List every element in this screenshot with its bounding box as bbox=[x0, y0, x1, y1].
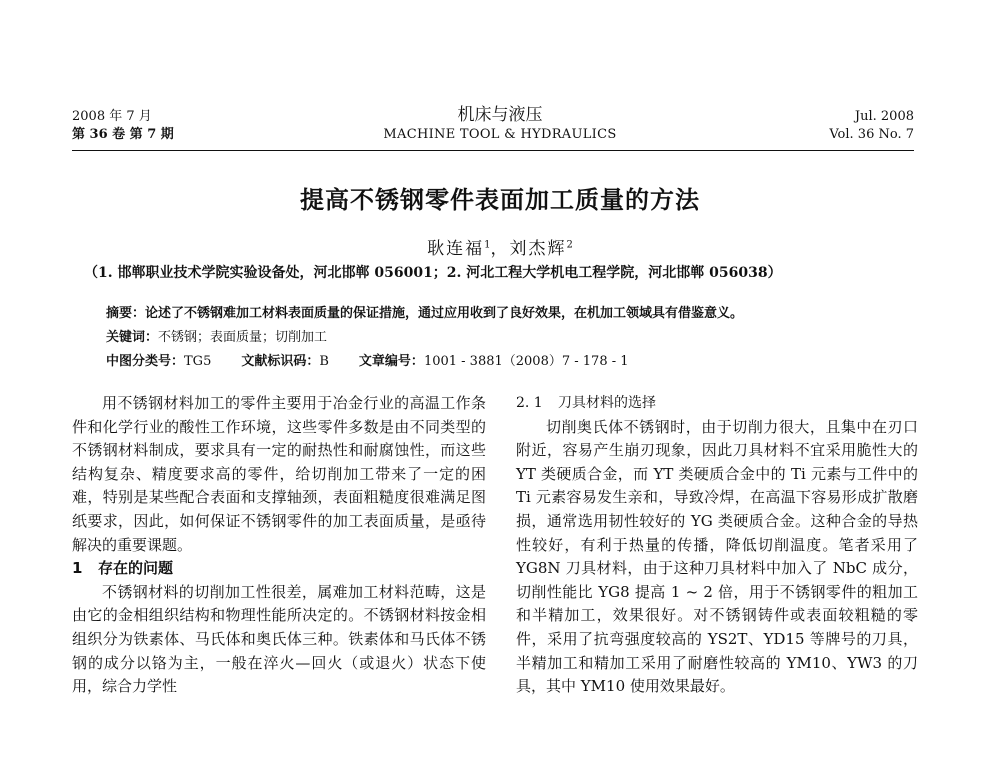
header-rule bbox=[72, 150, 914, 151]
subsection-2-1-title: 刀具材料的选择 bbox=[558, 395, 656, 411]
journal-date-volume-en bbox=[829, 108, 914, 144]
journal-name-cn: 机床与液压 bbox=[457, 105, 543, 125]
volume-issue: 第 36 卷 第 7 期 bbox=[72, 127, 174, 142]
author-1: 耿连福 bbox=[427, 239, 485, 259]
body-column-right bbox=[516, 392, 918, 699]
authors bbox=[0, 234, 1000, 259]
clc-label: 中图分类号： bbox=[106, 354, 185, 369]
subsection-2-1-number: 2. 1 bbox=[516, 395, 543, 411]
keywords-label: 关键词： bbox=[106, 330, 159, 345]
subsection-2-1-paragraph: 切削奥氏体不锈钢时，由于切削力很大，且集中在刃口附近，容易产生崩刃现象，因此刀具材料不宜采用脆性大的 YT 类硬质合金，而 YT 类硬质合金中的 Ti 元素与工件中的 Ti 元素容易发生亲和，导致冷焊，在高温下容易形成扩散磨损，通常选用韧性较好的 YG 类硬质合金。这种合金的导热性较好，有利于热量的传播，降低切削温度。笔者采用了 YG8N 刀具材料，由于这种刀具材料中加入了 NbC 成分，切削性能比 YG8 提高 1 ~ 2 倍，用于不锈钢零件的粗加工和半精加工，效果很好。对不锈钢铸件或表面较粗糙的零件，采用了抗弯强度较高的 YS2T、YD15 等牌号的刀具，半精加工和精加工采用了耐磨性较高的 YM10、YW3 的刀具，其中 YM10 使用效果最好。 bbox=[516, 417, 918, 696]
keywords bbox=[106, 326, 910, 345]
clc-value: TG5 bbox=[184, 354, 212, 369]
issue-date-en: Jul. 2008 bbox=[854, 109, 914, 124]
article-number-value: 1001 - 3881（2008）7 - 178 - 1 bbox=[423, 354, 629, 369]
paper-title: 提高不锈钢零件表面加工质量的方法 bbox=[300, 185, 700, 214]
intro-paragraph: 用不锈钢材料加工的零件主要用于冶金行业的高温工作条件和化学行业的酸性工作环境，这些零件多数是由不同类型的不锈钢材料制成，要求具有一定的耐热性和耐腐蚀性，而这些结构复杂、精度要求高的零件，给切削加工带来了一定的困难，特别是某些配合表面和支撑轴颈，表面粗糙度很难满足图纸要求，因此，如何保证不锈钢零件的加工表面质量，是亟待解决的重要课题。 bbox=[72, 394, 486, 554]
section-1-title: 存在的问题 bbox=[98, 559, 174, 578]
classification-line bbox=[106, 350, 910, 369]
author-2-affil-mark: 2 bbox=[566, 239, 573, 251]
keywords-text: 不锈钢；表面质量；切削加工 bbox=[158, 330, 328, 345]
author-1-affil-mark: 1 bbox=[484, 239, 491, 251]
section-1-number: 1 bbox=[72, 559, 83, 578]
article-number-label: 文章编号： bbox=[358, 354, 424, 369]
author-2: 刘杰辉 bbox=[509, 239, 567, 259]
abstract bbox=[106, 302, 910, 321]
abstract-label: 摘要： bbox=[106, 306, 146, 321]
affiliations: （1. 邯郸职业技术学院实验设备处，河北邯郸 056001；2. 河北工程大学机电工程学院，河北邯郸 056038） bbox=[84, 265, 782, 281]
doc-code-value: B bbox=[319, 354, 329, 369]
body-column-left bbox=[72, 392, 486, 699]
subsection-2-1-heading bbox=[516, 392, 918, 416]
volume-issue-en: Vol. 36 No. 7 bbox=[829, 127, 914, 142]
section-1-paragraph: 不锈钢材料的切削加工性很差，属难加工材料范畴，这是由它的金相组织结构和物理性能所决定的。不锈钢材料按金相组织分为铁素体、马氏体和奥氏体三种。铁素体和马氏体不锈钢的成分以铬为主，一般在淬火—回火（或退火）状态下使用，综合力学性 bbox=[72, 582, 486, 696]
journal-name-en: MACHINE TOOL & HYDRAULICS bbox=[383, 127, 617, 142]
section-1-heading bbox=[72, 557, 486, 581]
issue-date: 2008 年 7 月 bbox=[72, 109, 152, 124]
doc-code-label: 文献标识码： bbox=[241, 354, 320, 369]
abstract-text: 论述了不锈钢难加工材料表面质量的保证措施，通过应用收到了良好效果，在机加工领域具有借鉴意义。 bbox=[145, 306, 744, 321]
author-separator: ， bbox=[490, 239, 510, 259]
